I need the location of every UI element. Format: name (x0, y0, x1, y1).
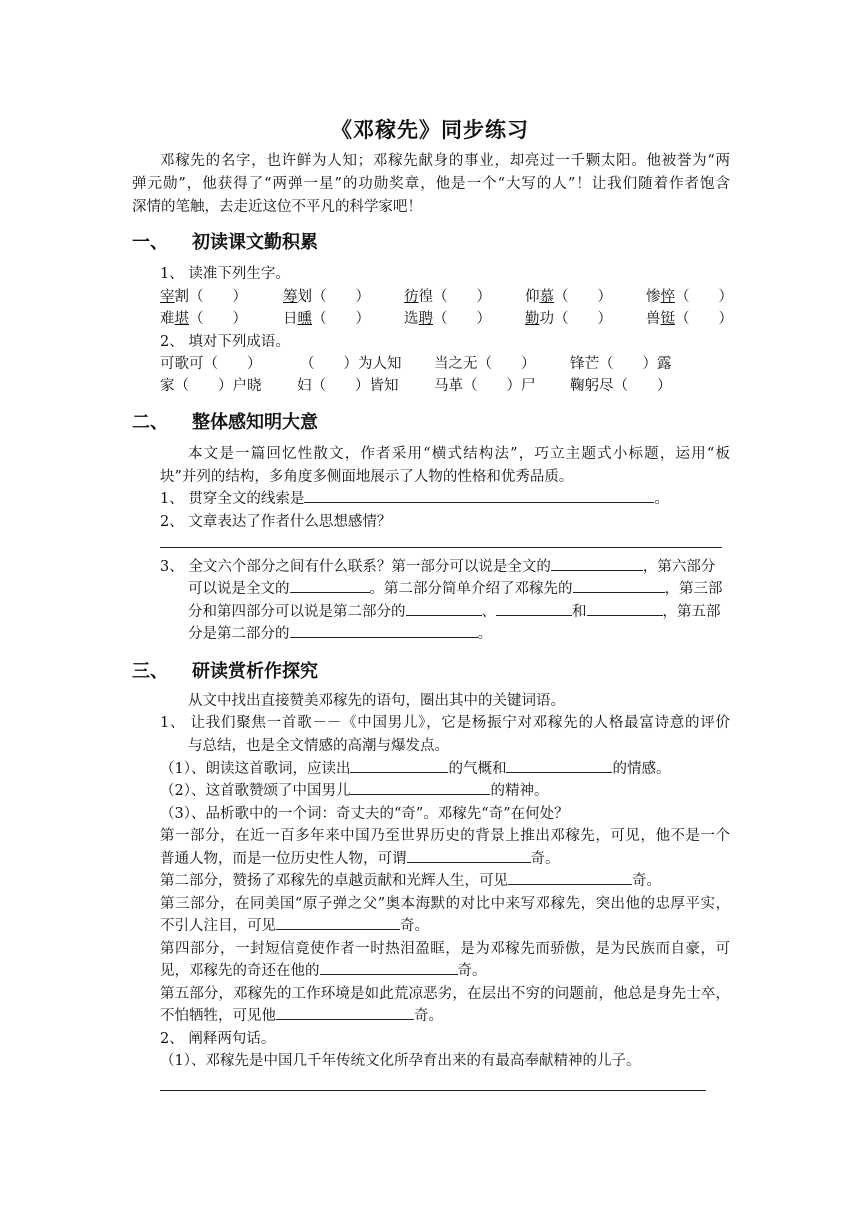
s3-sub-1: （1）、朗读这首歌词，应读出 的气概和 的情感。 (160, 761, 671, 777)
answer-blank[interactable] (573, 580, 665, 593)
section-3-title: 研读赏析作探究 (192, 661, 318, 682)
s3-part-5-line-2: 不怕牺牲，可见他 奇。 (160, 1008, 443, 1024)
answer-blank[interactable] (304, 490, 654, 503)
idiom-item: （ ）为人知 (300, 356, 402, 372)
s3-question-1-line-2: 与总结，也是全文情感的高潮与爆发点。 (188, 738, 449, 754)
answer-blank[interactable] (551, 558, 643, 571)
answer-blank[interactable] (276, 1007, 414, 1020)
s2-question-3-line-3: 分和第四部分可以说是第二部分的 、 和 ，第五部 (188, 604, 721, 620)
section-3-number: 三、 (132, 661, 168, 682)
s3-intro: 从文中找出直接赞美邓稼先的语句，圈出其中的关键词语。 (188, 693, 565, 709)
s3-question-2: 2、 阐释两句话。 (160, 1031, 276, 1047)
s1-question-2: 2、 填对下列成语。 (160, 334, 290, 350)
answer-blank[interactable] (320, 962, 458, 975)
idiom-item: 当之无（ ） (434, 356, 536, 372)
char-item: 仰慕（ ） (525, 289, 612, 305)
section-2-title: 整体感知明大意 (192, 412, 318, 433)
s1-question-1: 1、 读准下列生字。 (160, 266, 290, 282)
idiom-item: 可歌可（ ） (160, 356, 262, 372)
answer-blank[interactable] (506, 760, 612, 773)
s3-part-4-line-1: 第四部分，一封短信竟使作者一时热泪盈眶，是为邓稼先而骄傲，是为民族而自豪，可 (160, 941, 730, 957)
answer-blank[interactable] (496, 603, 572, 616)
s3-part-5-line-1: 第五部分，邓稼先的工作环境是如此荒凉恶劣，在层出不穷的问题前，他总是身先士卒， (160, 986, 730, 1002)
idiom-item: 鞠躬尽（ ） (570, 378, 672, 394)
s3-sub-2: （2）、这首歌赞颂了中国男儿 的精神。 (160, 783, 549, 799)
section-1-title: 初读课文勤积累 (192, 232, 318, 253)
answer-blank[interactable] (407, 850, 531, 863)
s3-part-1-line-1: 第一部分，在近一百多年来中国乃至世界历史的背景上推出邓稼先，可见，他不是一个 (160, 828, 730, 844)
answer-blank[interactable] (350, 760, 448, 773)
char-item: 宰割（ ） (160, 289, 247, 305)
answer-line[interactable] (160, 547, 722, 548)
idiom-item: 家（ ）户晓 (160, 378, 262, 394)
s2-question-3-line-4: 分是第二部分的 。 (188, 626, 492, 642)
s3-part-3-line-2: 不引人注目，可见 奇。 (160, 918, 429, 934)
char-item: 日曛（ ） (283, 311, 370, 327)
section-1-heading (132, 228, 318, 254)
char-item: 难堪（ ） (160, 311, 247, 327)
answer-blank[interactable] (508, 872, 632, 885)
char-item: 彷徨（ ） (404, 289, 491, 305)
section-3-heading (132, 657, 318, 683)
intro-line-2: 弹元勋”，他获得了“两弹一星”的功勋奖章，他是一个“大写的人”！让我们随着作者饱含 (132, 176, 730, 192)
char-item: 兽铤（ ） (646, 311, 733, 327)
answer-blank[interactable] (587, 603, 663, 616)
char-item: 筹划（ ） (283, 289, 370, 305)
s3-part-3-line-1: 第三部分，在同美国“原子弹之父”奥本海默的对比中来写邓稼先，突出他的忠厚平实， (160, 896, 730, 912)
page-title: 《邓稼先》同步练习 (331, 117, 529, 142)
idiom-item: 锋芒（ ）露 (570, 356, 672, 372)
s3-part-2: 第二部分，赞扬了邓稼先的卓越贡献和光辉人生，可见 奇。 (160, 873, 661, 889)
section-1-number: 一、 (132, 232, 168, 253)
answer-blank[interactable] (350, 782, 490, 795)
s2-question-1: 1、 贯穿全文的线索是 。 (160, 491, 669, 507)
intro-line-3: 深情的笔触，去走近这位不平凡的科学家吧！ (132, 199, 422, 215)
char-item: 选聘（ ） (404, 311, 491, 327)
intro-line-1: 邓稼先的名字，也许鲜为人知；邓稼先献身的事业，却亮过一千颗太阳。他被誉为“两 (160, 153, 730, 169)
s2-intro-line-1: 本文是一篇回忆性散文，作者采用“横式结构法”，巧立主题式小标题，运用“板 (188, 446, 730, 462)
idiom-item: 妇（ ）皆知 (297, 378, 399, 394)
s2-question-2: 2、 文章表达了作者什么思想感情？ (160, 514, 392, 530)
char-item: 勤功（ ） (525, 311, 612, 327)
answer-blank[interactable] (290, 580, 370, 593)
answer-blank[interactable] (406, 603, 482, 616)
s3-part-4-line-2: 见，邓稼先的奇还在他的 奇。 (160, 963, 487, 979)
s2-question-3-line-2: 可以说是全文的 。第二部分简单介绍了邓稼先的 ，第三部 (188, 581, 723, 597)
section-2-heading (132, 408, 318, 434)
answer-blank[interactable] (276, 917, 400, 930)
s3-sub-3: （3）、品析歌中的一个词：奇丈夫的“奇”。邓稼先“奇”在何处？ (160, 806, 569, 822)
s3-question-2-sub-1: （1）、邓稼先是中国几千年传统文化所孕育出来的有最高奉献精神的儿子。 (160, 1053, 641, 1069)
answer-blank[interactable] (290, 625, 478, 638)
answer-line[interactable] (160, 1090, 706, 1091)
s2-question-3-line-1: 3、 全文六个部分之间有什么联系？第一部分可以说是全文的 ，第六部分 (160, 559, 716, 575)
char-item: 惨悴（ ） (646, 289, 733, 305)
idiom-item: 马革（ ）尸 (434, 378, 536, 394)
s3-part-1-line-2: 普通人物，而是一位历史性人物，可谓 奇。 (160, 851, 560, 867)
section-2-number: 二、 (132, 412, 168, 433)
s3-question-1-line-1: 1、 让我们聚焦一首歌－－《中国男儿》，它是杨振宁对邓稼先的人格最富诗意的评价 (160, 715, 730, 731)
s2-intro-line-2: 块”并列的结构，多角度多侧面地展示了人物的性格和优秀品质。 (160, 469, 574, 485)
